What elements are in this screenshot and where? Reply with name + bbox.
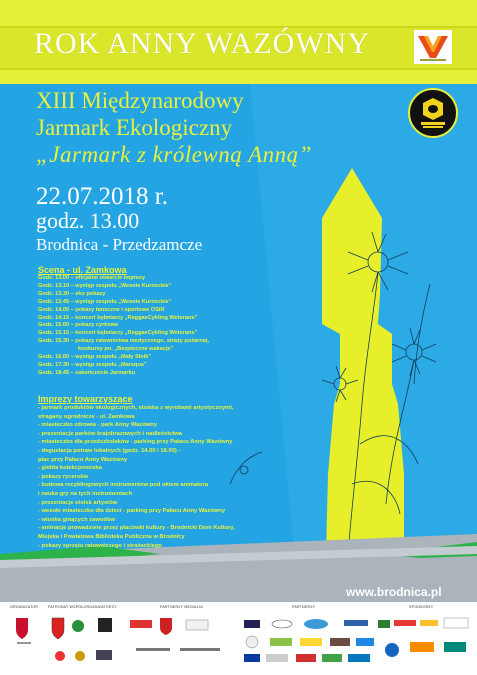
event-item: - prezentacje stoisk artystów [38, 499, 118, 506]
eco-fair-badge-icon [408, 88, 458, 138]
program-item: Godz. 13.30 – eko pokazy [38, 290, 106, 297]
side-events-list [38, 404, 235, 550]
event-item: i nauka gry na tych instrumentach [38, 490, 133, 497]
program-item: konkursy pn. „Bezpieczne wakacje” [78, 346, 174, 353]
headline-line-1: XIII Międzynarodowy [36, 88, 244, 113]
program-item: Godz. 13.45 – występ zespołu „Wesele Kurneckie” [38, 298, 172, 305]
event-item: - giełda kolekcjonerska [38, 465, 102, 472]
event-item: - budowa recyklingowych instrumentów pod okiem animatora [38, 482, 209, 489]
media-partners-label: PARTNERZY MEDIALNI [160, 605, 203, 609]
program-item: Godz. 13.10 – występ zespołu „Wesele Kurneckie” [38, 282, 172, 289]
partners-label: PARTNERZY [292, 605, 316, 609]
patronage-label: PATRONAT WSPÓŁORGANIZATORZY [48, 605, 117, 609]
event-item: - miasteczko dla przedszkolaków - parking przy Pałacu Anny Wazówny [38, 439, 233, 446]
organizer-label: ORGANIZATOR [10, 605, 39, 609]
event-item: - animacje prowadzone przez placówki kultury - Brodnicki Dom Kultury, [38, 525, 235, 532]
sponsor-logos-icon [0, 612, 477, 672]
event-item: - wioska ginących zawodów [38, 516, 115, 523]
event-item: stragany ogrodnicze - ul. Zamkowa [38, 413, 135, 420]
program-item: Godz. 14.00 – pokazy taneczne i sportowe OSiR [38, 306, 165, 313]
event-item: - pokazy sprzętu ratowniczego i strażackiego [38, 542, 163, 549]
program-item: Godz. 13.00 – oficjalne otwarcie imprezy [38, 275, 145, 281]
event-item: Miejska i Powiatowa Biblioteka Publiczna w Brodnicy [38, 533, 185, 540]
website-url[interactable]: www.brodnica.pl [346, 585, 442, 599]
sponsors-label: SPONSORZY [409, 605, 434, 609]
banner-title: ROK ANNY WAZÓWNY [34, 27, 370, 60]
program-item: Godz. 15.30 – pokazy ratownictwa medycznego, straży pożarnej, [38, 338, 209, 345]
year-logo-icon [414, 30, 452, 64]
program-item: Godz. 14.15 – koncert bębniarzy „ReggaeCykling Weterans” [38, 314, 198, 321]
event-date: 22.07.2018 r. [36, 183, 168, 210]
program-item: Godz. 17.30 – występ zespołu „Marequs” [38, 361, 147, 368]
headline-line-2: Jarmark Ekologiczny [36, 115, 233, 140]
program-item: Godz. 15.15 – koncert bębniarzy „ReggaeCykling Weterans” [38, 330, 198, 337]
headline-line-3: „Jarmark z królewną Anną” [36, 142, 312, 167]
stage-program-list [38, 275, 209, 378]
event-item: - pokazy rycerskie [38, 473, 89, 480]
event-item: - jarmark produktów ekologicznych, stoiska z wyrobami artystycznymi, [38, 405, 234, 411]
program-item: Godz. 18.45 – zakończenie Jarmarku [38, 369, 136, 376]
stage-section-title: Scena - ul. Zamkowa [38, 265, 127, 275]
event-item: - degustacja potraw lokalnych (godz. 14.00 i 16.00) - [38, 447, 181, 454]
event-item: - miasteczko zdrowia - park Anny Wazówny [38, 422, 158, 429]
event-item: - prezentacje parków krajobrazowych i nadleśnictwa [38, 430, 183, 437]
event-time: godz. 13.00 [36, 208, 140, 233]
program-item: Godz. 16.00 – występ zespołu „Mały Słoik” [38, 354, 152, 361]
events-section-title: Imprezy towarzyszące [38, 394, 133, 404]
program-item: Godz. 15.00 – pokazy cyrkowe [38, 322, 119, 329]
event-item: - wesołe miasteczko dla dzieci - parking przy Pałacu Anny Wazówny [38, 508, 226, 515]
event-place: Brodnica - Przedzamcze [36, 235, 203, 254]
event-item: plac przy Pałacu Anny Wazówny [38, 456, 128, 463]
